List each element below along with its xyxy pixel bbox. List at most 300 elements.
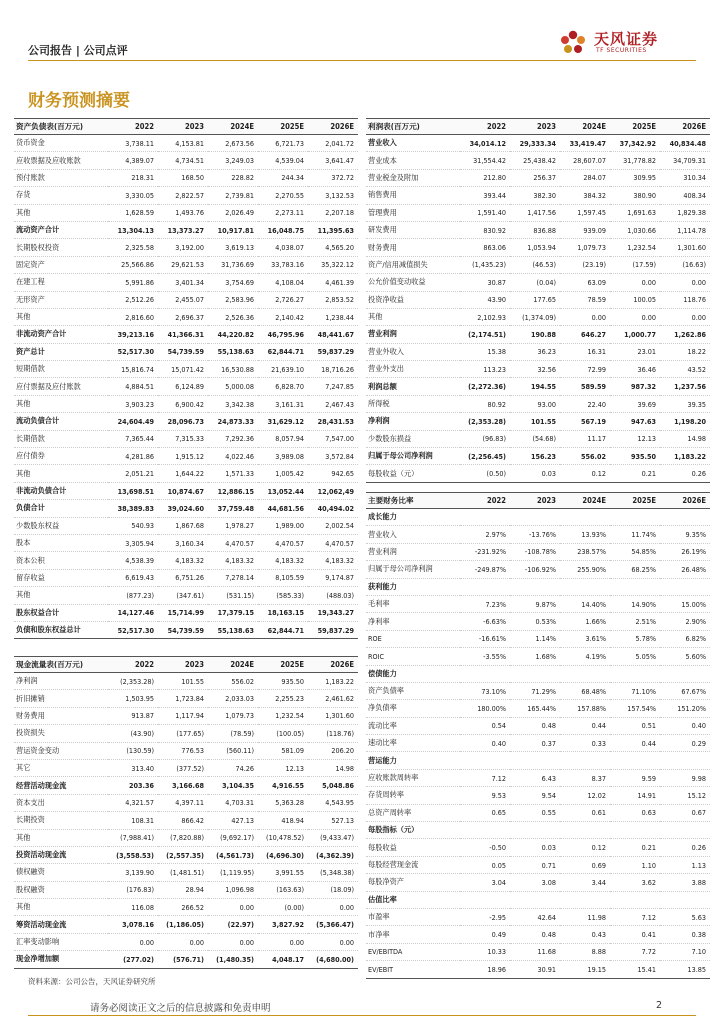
row-label: 总资产周转率: [366, 804, 460, 821]
cell-value: (7,820.88): [158, 829, 208, 846]
cell-value: 7.12: [460, 769, 510, 786]
table-row: [14, 759, 358, 776]
cell-value: 100.05: [610, 291, 660, 308]
cell-value: 3.62: [610, 874, 660, 891]
cell-value: 44,681.56: [258, 500, 308, 517]
row-label: 长期股权投资: [14, 239, 108, 256]
table-row: [366, 839, 710, 856]
cell-value: -3.55%: [460, 648, 510, 665]
cell-value: 31,778.82: [610, 152, 660, 169]
table-header-row: [14, 657, 358, 673]
row-label: 营业收入: [366, 135, 460, 152]
row-label: 投资活动现金流: [14, 846, 108, 863]
table-row: [14, 430, 358, 447]
cell-value: 30.87: [460, 274, 510, 291]
row-label: 应收账款周转率: [366, 769, 460, 786]
cell-value: 108.31: [108, 812, 158, 829]
cell-value: [610, 509, 660, 526]
row-label: 流动比率: [366, 717, 460, 734]
row-label: 流动负债合计: [14, 413, 108, 430]
cell-value: 0.55: [510, 804, 560, 821]
table-header-row: [14, 119, 358, 135]
cell-value: 3,104.35: [208, 777, 258, 794]
cell-value: 10,874.67: [158, 482, 208, 499]
cell-value: 7,278.14: [208, 569, 258, 586]
cell-value: 540.93: [108, 517, 158, 534]
cell-value: 2,207.18: [308, 204, 358, 221]
cell-value: 3,619.13: [208, 239, 258, 256]
cell-value: [510, 752, 560, 769]
cell-value: (96.83): [460, 430, 510, 447]
cell-value: 6,619.43: [108, 569, 158, 586]
cell-value: 67.67%: [660, 682, 710, 699]
row-label: 少数股东损益: [366, 430, 460, 447]
cell-value: 2.97%: [460, 526, 510, 543]
row-label: 投资净收益: [366, 291, 460, 308]
column-header: 2023: [158, 119, 208, 135]
table-row: [366, 308, 710, 325]
cell-value: (10,478.52): [258, 829, 308, 846]
cell-value: 180.00%: [460, 700, 510, 717]
table-header-row: [366, 119, 710, 135]
cell-value: 3,989.08: [258, 448, 308, 465]
cell-value: 177.65: [510, 291, 560, 308]
cell-value: 4,108.04: [258, 274, 308, 291]
cell-value: 28,431.53: [308, 413, 358, 430]
cell-value: 2,739.81: [208, 187, 258, 204]
cell-value: [460, 822, 510, 839]
balance-sheet-table: [14, 118, 358, 639]
row-label: 负债和股东权益总计: [14, 621, 108, 638]
table-row: [14, 777, 358, 794]
cell-value: 0.00: [308, 899, 358, 916]
row-label: 每股收益（元）: [366, 465, 460, 482]
cell-value: 71.10%: [610, 682, 660, 699]
table-row: [366, 169, 710, 186]
row-label: 存货周转率: [366, 787, 460, 804]
row-label: 其他: [14, 829, 108, 846]
cell-value: 10.33: [460, 943, 510, 960]
cell-value: 0.43: [560, 926, 610, 943]
table-row: [366, 448, 710, 465]
table-row: [14, 951, 358, 968]
cell-value: (531.15): [208, 587, 258, 604]
cell-value: 1,571.33: [208, 465, 258, 482]
cell-value: 1,237.56: [660, 378, 710, 395]
cell-value: 4,461.39: [308, 274, 358, 291]
cell-value: 0.48: [510, 717, 560, 734]
cell-value: 19.15: [560, 961, 610, 978]
row-label: 应收票据及应收账款: [14, 152, 108, 169]
cell-value: [560, 578, 610, 595]
cell-value: 3,160.34: [158, 534, 208, 551]
row-label: 营业外收入: [366, 343, 460, 360]
cell-value: [660, 752, 710, 769]
cell-value: 37,342.92: [610, 135, 660, 152]
table-row: [14, 517, 358, 534]
cell-value: 32.56: [510, 361, 560, 378]
table-row: [366, 561, 710, 578]
cell-value: 2,526.36: [208, 308, 258, 325]
table-row: [366, 613, 710, 630]
cell-value: 0.49: [460, 926, 510, 943]
cell-value: 29,333.34: [510, 135, 560, 152]
cell-value: 0.44: [560, 717, 610, 734]
table-row: [366, 430, 710, 447]
row-label: 非流动负债合计: [14, 482, 108, 499]
table-row: [366, 239, 710, 256]
column-header: 2023: [158, 657, 208, 673]
cell-value: 11.74%: [610, 526, 660, 543]
table-row: [366, 326, 710, 343]
cell-value: 939.09: [560, 221, 610, 238]
cell-value: 2,853.52: [308, 291, 358, 308]
footer-divider: [28, 1015, 696, 1016]
cell-value: 2,726.27: [258, 291, 308, 308]
cell-value: (177.65): [158, 725, 208, 742]
cell-value: (2,272.36): [460, 378, 510, 395]
cell-value: 30.91: [510, 961, 560, 978]
table-row: [366, 291, 710, 308]
cell-value: 4,183.32: [208, 552, 258, 569]
cell-value: 0.69: [560, 856, 610, 873]
row-label: 营业税金及附加: [366, 169, 460, 186]
column-header: 2024E: [208, 657, 258, 673]
financial-ratios-table: [366, 492, 710, 979]
table-row: [366, 700, 710, 717]
cell-value: 18,163.15: [258, 604, 308, 621]
cell-value: (2,174.51): [460, 326, 510, 343]
cell-value: 1,301.60: [308, 707, 358, 724]
cell-value: 0.00: [660, 308, 710, 325]
row-label: 其他: [14, 204, 108, 221]
cell-value: [460, 665, 510, 682]
cell-value: 157.88%: [560, 700, 610, 717]
cell-value: (100.05): [258, 725, 308, 742]
cell-value: 55,138.63: [208, 343, 258, 360]
cell-value: 1,079.73: [560, 239, 610, 256]
cell-value: 866.42: [158, 812, 208, 829]
row-label: 营业外支出: [366, 361, 460, 378]
cell-value: 15,714.99: [158, 604, 208, 621]
cell-value: 0.21: [610, 465, 660, 482]
table-row: [366, 752, 710, 769]
cell-value: (4,696.30): [258, 846, 308, 863]
cell-value: 72.99: [560, 361, 610, 378]
cell-value: 1.13: [660, 856, 710, 873]
table-row: [366, 152, 710, 169]
cell-value: 3,827.92: [258, 916, 308, 933]
table-title: 利润表(百万元): [366, 119, 460, 135]
table-row: [14, 135, 358, 152]
cell-value: 7.12: [610, 908, 660, 925]
column-header: 2026E: [308, 657, 358, 673]
cell-value: 43.52: [660, 361, 710, 378]
cell-value: 309.95: [610, 169, 660, 186]
cell-value: [560, 891, 610, 908]
cell-value: 1,417.56: [510, 204, 560, 221]
row-label: 净负债率: [366, 700, 460, 717]
cell-value: (347.61): [158, 587, 208, 604]
cell-value: 40,834.48: [660, 135, 710, 152]
cell-value: 28,607.07: [560, 152, 610, 169]
cell-value: 40,494.02: [308, 500, 358, 517]
cell-value: 3,305.94: [108, 534, 158, 551]
column-header: 2022: [108, 119, 158, 135]
column-header: 2025E: [258, 657, 308, 673]
cell-value: 39,024.60: [158, 500, 208, 517]
cell-value: 4,183.32: [158, 552, 208, 569]
row-label: 营业利润: [366, 326, 460, 343]
cell-value: (585.33): [258, 587, 308, 604]
cell-value: 7,365.44: [108, 430, 158, 447]
cell-value: 244.34: [258, 169, 308, 186]
company-logo: [556, 26, 696, 58]
cell-value: -6.63%: [460, 613, 510, 630]
cell-value: 4,470.57: [308, 534, 358, 551]
cell-value: 0.53%: [510, 613, 560, 630]
cash-flow-table: [14, 656, 358, 969]
cell-value: (877.23): [108, 587, 158, 604]
cell-value: 48,441.67: [308, 326, 358, 343]
cell-value: 0.40: [460, 735, 510, 752]
cell-value: 12,886.15: [208, 482, 258, 499]
row-label: 市净率: [366, 926, 460, 943]
cell-value: [610, 665, 660, 682]
cell-value: 1,114.78: [660, 221, 710, 238]
cell-value: (17.59): [610, 256, 660, 273]
cell-value: 24,604.49: [108, 413, 158, 430]
table-row: [366, 891, 710, 908]
table-row: [14, 534, 358, 551]
cell-value: 2,583.96: [208, 291, 258, 308]
row-label: 筹资活动现金流: [14, 916, 108, 933]
row-label: 成长能力: [366, 509, 460, 526]
column-header: 2026E: [660, 493, 710, 509]
row-label: 固定资产: [14, 256, 108, 273]
cell-value: 1,238.44: [308, 308, 358, 325]
cell-value: 935.50: [610, 448, 660, 465]
cell-value: 16,530.88: [208, 361, 258, 378]
cell-value: 942.65: [308, 465, 358, 482]
row-label: 净利率: [366, 613, 460, 630]
cell-value: 11,395.63: [308, 221, 358, 238]
table-row: [14, 794, 358, 811]
cell-value: [510, 665, 560, 682]
cell-value: 9.35%: [660, 526, 710, 543]
cell-value: 13,373.27: [158, 221, 208, 238]
cell-value: 7.10: [660, 943, 710, 960]
cell-value: 18,716.26: [308, 361, 358, 378]
cell-value: 238.57%: [560, 543, 610, 560]
cell-value: (2,256.45): [460, 448, 510, 465]
cell-value: 4,183.32: [308, 552, 358, 569]
cell-value: -16.61%: [460, 630, 510, 647]
cell-value: 1,597.45: [560, 204, 610, 221]
cell-value: (46.53): [510, 256, 560, 273]
table-row: [366, 526, 710, 543]
cell-value: [660, 665, 710, 682]
table-row: [366, 717, 710, 734]
cell-value: 17,379.15: [208, 604, 258, 621]
cell-value: 5,991.86: [108, 274, 158, 291]
cell-value: 2,102.93: [460, 308, 510, 325]
cell-value: 9.54: [510, 787, 560, 804]
row-label: EV/EBIT: [366, 961, 460, 978]
table-row: [366, 787, 710, 804]
cell-value: 5,000.08: [208, 378, 258, 395]
row-label: 归属于母公司净利润: [366, 448, 460, 465]
row-label: 净利润: [14, 673, 108, 690]
cell-value: 1,915.12: [158, 448, 208, 465]
cell-value: 41,366.31: [158, 326, 208, 343]
cell-value: 1,000.77: [610, 326, 660, 343]
table-row: [14, 552, 358, 569]
table-row: [366, 465, 710, 482]
cell-value: 4,038.07: [258, 239, 308, 256]
row-label: 货币资金: [14, 135, 108, 152]
cell-value: 1.14%: [510, 630, 560, 647]
table-row: [14, 152, 358, 169]
cell-value: (130.59): [108, 742, 158, 759]
cell-value: 59,837.29: [308, 621, 358, 638]
cell-value: (277.02): [108, 951, 158, 968]
table-row: [366, 413, 710, 430]
cell-value: 2,140.42: [258, 308, 308, 325]
cell-value: 190.88: [510, 326, 560, 343]
cell-value: 43.90: [460, 291, 510, 308]
cell-value: 15.00%: [660, 595, 710, 612]
cell-value: 1,030.66: [610, 221, 660, 238]
cell-value: 2,270.55: [258, 187, 308, 204]
cell-value: [560, 752, 610, 769]
cell-value: 4,048.17: [258, 951, 308, 968]
cell-value: 16.31: [560, 343, 610, 360]
cell-value: 987.32: [610, 378, 660, 395]
row-label: 资产负债率: [366, 682, 460, 699]
cell-value: 7,547.00: [308, 430, 358, 447]
cell-value: 256.37: [510, 169, 560, 186]
cell-value: (1,374.09): [510, 308, 560, 325]
table-row: [14, 587, 358, 604]
cell-value: 26.48%: [660, 561, 710, 578]
cell-value: 393.44: [460, 187, 510, 204]
row-label: 速动比率: [366, 735, 460, 752]
cell-value: 556.02: [208, 673, 258, 690]
cell-value: 7,247.85: [308, 378, 358, 395]
table-row: [14, 361, 358, 378]
cell-value: 23.01: [610, 343, 660, 360]
cell-value: (2,557.35): [158, 846, 208, 863]
cell-value: 0.38: [660, 926, 710, 943]
table-row: [14, 864, 358, 881]
cell-value: 203.36: [108, 777, 158, 794]
cell-value: (1,435.23): [460, 256, 510, 273]
cell-value: 418.94: [258, 812, 308, 829]
cell-value: 39.35: [660, 395, 710, 412]
cell-value: 3.88: [660, 874, 710, 891]
cell-value: 0.61: [560, 804, 610, 821]
cell-value: (3,558.53): [108, 846, 158, 863]
cell-value: 194.55: [510, 378, 560, 395]
cell-value: (16.63): [660, 256, 710, 273]
cell-value: 2,461.62: [308, 690, 358, 707]
table-row: [14, 673, 358, 690]
cell-value: 37,759.48: [208, 500, 258, 517]
row-label: 每股指标（元）: [366, 822, 460, 839]
cell-value: 14.98: [308, 759, 358, 776]
cell-value: [560, 509, 610, 526]
cell-value: 0.40: [660, 717, 710, 734]
logo-english-name: TF SECURITIES: [596, 47, 647, 54]
cell-value: 71.29%: [510, 682, 560, 699]
cell-value: 1,301.60: [660, 239, 710, 256]
column-header: 2023: [510, 493, 560, 509]
column-header: 2022: [108, 657, 158, 673]
row-label: 市盈率: [366, 908, 460, 925]
cell-value: 12.02: [560, 787, 610, 804]
report-type-label: 公司报告 | 公司点评: [28, 44, 128, 57]
cell-value: 21,639.10: [258, 361, 308, 378]
cell-value: 12,062,49: [308, 482, 358, 499]
cell-value: 9.98: [660, 769, 710, 786]
cell-value: 836.88: [510, 221, 560, 238]
cell-value: 55,138.63: [208, 621, 258, 638]
cell-value: 0.29: [660, 735, 710, 752]
cell-value: 0.00: [108, 933, 158, 950]
cell-value: [660, 578, 710, 595]
row-label: 其他: [14, 395, 108, 412]
table-row: [366, 665, 710, 682]
row-label: 财务费用: [366, 239, 460, 256]
row-label: 营运能力: [366, 752, 460, 769]
column-header: 2025E: [610, 493, 660, 509]
row-label: 短期借款: [14, 361, 108, 378]
cell-value: 29,621.53: [158, 256, 208, 273]
cell-value: [510, 891, 560, 908]
cell-value: 2,273.11: [258, 204, 308, 221]
cell-value: 24,873.33: [208, 413, 258, 430]
cell-value: 118.76: [660, 291, 710, 308]
cell-value: 0.12: [560, 839, 610, 856]
row-label: 营业成本: [366, 152, 460, 169]
table-row: [14, 829, 358, 846]
cell-value: (0.50): [460, 465, 510, 482]
table-row: [366, 769, 710, 786]
cell-value: (2,353.28): [460, 413, 510, 430]
cell-value: 11.68: [510, 943, 560, 960]
cell-value: 0.03: [510, 465, 560, 482]
cell-value: 0.05: [460, 856, 510, 873]
cell-value: 935.50: [258, 673, 308, 690]
column-header: 2024E: [560, 119, 610, 135]
cell-value: 0.00: [258, 933, 308, 950]
cell-value: 4,565.20: [308, 239, 358, 256]
table-row: [14, 413, 358, 430]
table-title: 资产负债表(百万元): [14, 119, 108, 135]
cell-value: 4,281.86: [108, 448, 158, 465]
cell-value: 1,493.76: [158, 204, 208, 221]
cell-value: 776.53: [158, 742, 208, 759]
row-label: 营业利润: [366, 543, 460, 560]
cell-value: 4,397.11: [158, 794, 208, 811]
cell-value: 52,517.30: [108, 621, 158, 638]
table-row: [366, 822, 710, 839]
cell-value: 168.50: [158, 169, 208, 186]
cell-value: 14.90%: [610, 595, 660, 612]
cell-value: (377.52): [158, 759, 208, 776]
cell-value: 9.59: [610, 769, 660, 786]
